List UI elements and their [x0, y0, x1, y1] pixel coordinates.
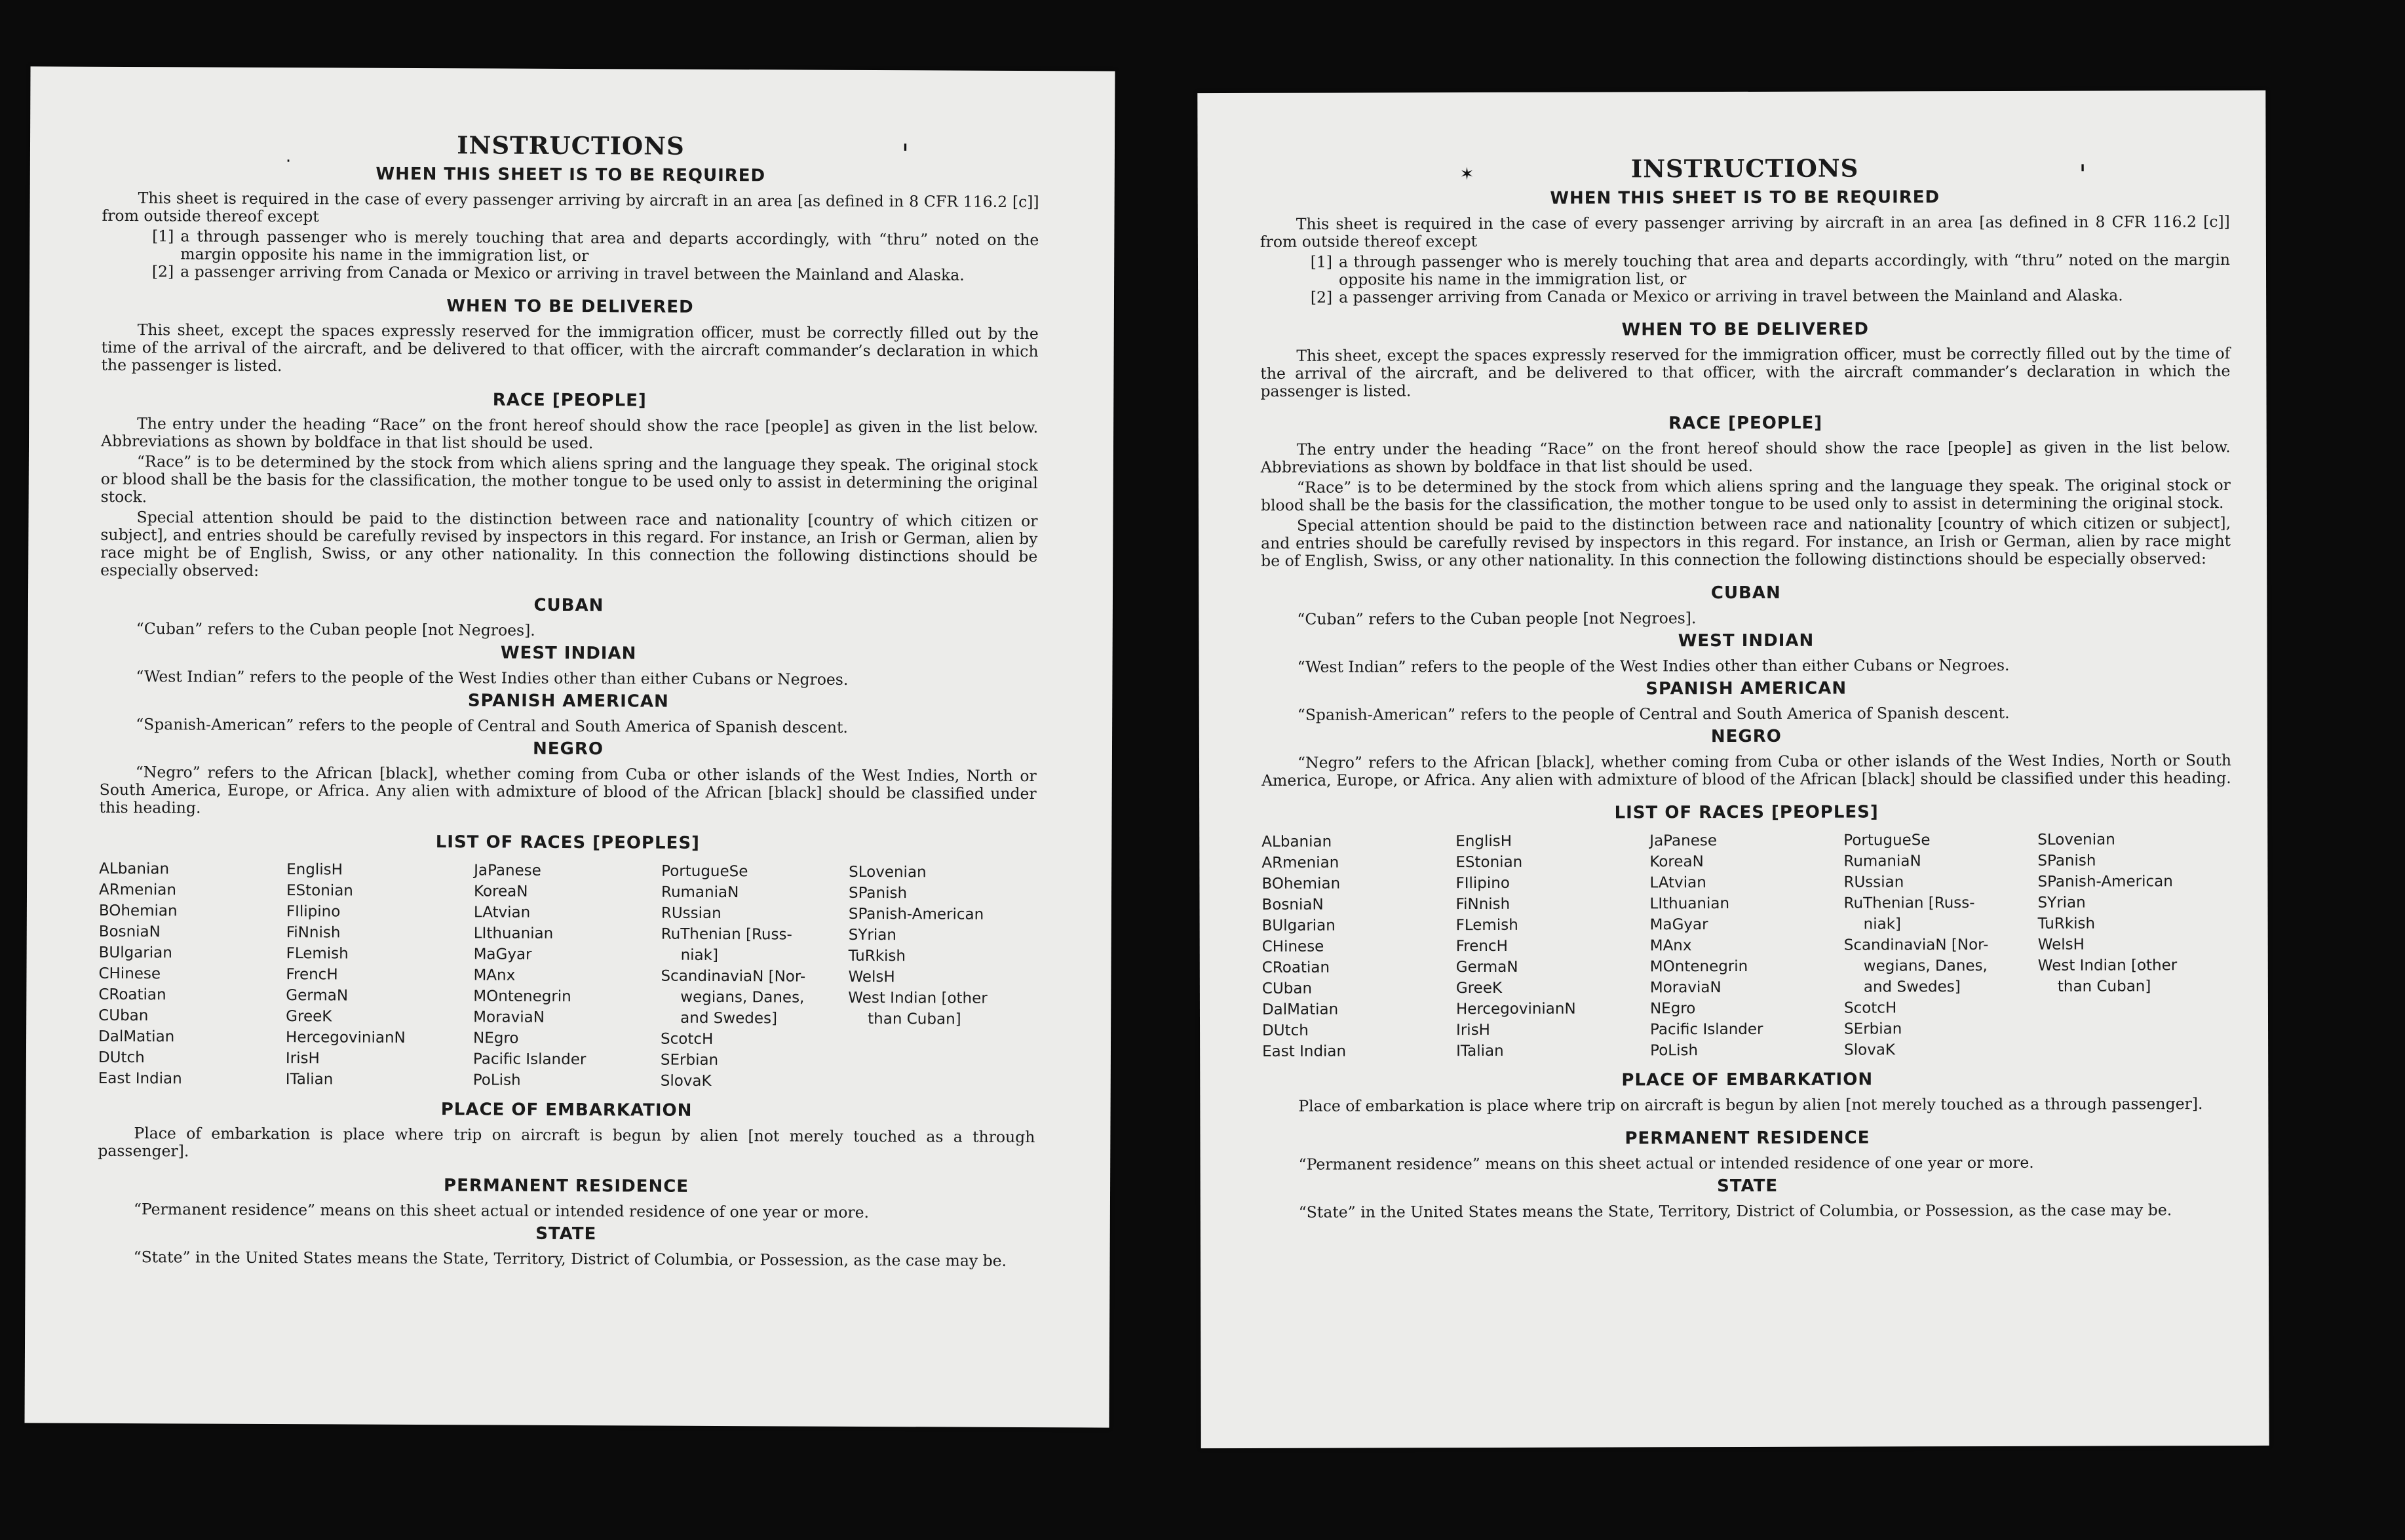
list-item: DalMatian: [1261, 1001, 1339, 1018]
list-item: MOntenegrin: [473, 988, 571, 1006]
negro-text: “Negro” refers to the African [black], whether coming from Cuba or other islands of the West Indies, North or South America, Europe, or Africa. Any alien with admixture of blood of the African [black] should be classified under this heading.: [99, 763, 1037, 817]
list-item: BUlgarian: [98, 944, 172, 962]
state-text: “State” in the United States means the State, Territory, District of Columbia, or Possession, as the case may be.: [1298, 1201, 2172, 1222]
heading-when-required: WHEN THIS SHEET IS TO BE REQUIRED: [1550, 187, 1940, 208]
list-item: [1290, 286, 2230, 307]
heading-place-of-embarkation: PLACE OF EMBARKATION: [440, 1100, 693, 1121]
list-item: PoLish: [472, 1071, 521, 1089]
list-item: WelsH: [848, 968, 895, 986]
page-title: INSTRUCTIONS: [457, 130, 685, 161]
list-item: MOntenegrin: [1649, 957, 1748, 976]
page-title: INSTRUCTIONS: [1630, 153, 1859, 183]
list-item: MaGyar: [1649, 916, 1708, 934]
list-number: [1]: [152, 227, 174, 246]
list-item: [1290, 251, 2230, 289]
list-item: FLemish: [286, 945, 349, 963]
list-item: MoraviaN: [1649, 979, 1722, 997]
list-item: RUssian: [661, 904, 722, 923]
list-item: niak]: [680, 946, 719, 964]
list-item: and Swedes]: [680, 1009, 778, 1028]
list-item: ALbanian: [99, 860, 170, 878]
list-item: ARmenian: [1261, 854, 1339, 872]
list-item: EStonian: [286, 882, 353, 900]
list-item: PortugueSe: [1843, 832, 1931, 849]
list-item: SLovenian: [2037, 831, 2115, 849]
list-item: niak]: [1863, 915, 1902, 933]
list-item: RUssian: [1843, 874, 1904, 891]
list-item: ScotcH: [661, 1030, 714, 1048]
list-number: [2]: [1310, 288, 1333, 307]
list-text: a passenger arriving from Canada or Mexico or arriving in travel between the Mainland and Alaska.: [180, 262, 965, 284]
list-item: GermaN: [286, 987, 349, 1005]
heading-place-of-embarkation: PLACE OF EMBARKATION: [1621, 1069, 1874, 1090]
list-item: SPanish: [2037, 852, 2096, 870]
list-item: CHinese: [98, 965, 161, 983]
races-column: [1261, 831, 1456, 1062]
delivered-text: This sheet, except the spaces expressly reserved for the immigration officer, must be correctly filled out by the time of the arrival of the aircraft, and be delivered to that officer, with the aircraft commander’s declaration in which the passenger is listed.: [101, 320, 1039, 375]
list-number: [2]: [151, 262, 174, 281]
instruction-sheet-left: [24, 66, 1115, 1427]
heading-list-of-races: LIST OF RACES [PEOPLES]: [435, 832, 701, 853]
list-item: East Indian: [1262, 1043, 1347, 1060]
list-item: wegians, Danes,: [680, 988, 805, 1007]
race-paragraph-2: “Race” is to be determined by the stock from which aliens spring and the language they speak. The original stock or blood shall be the basis for the classification, the mother tongue to be used only to assist in determining the original stock.: [100, 452, 1038, 507]
list-item: DalMatian: [98, 1028, 175, 1046]
heading-west-indian: WEST INDIAN: [500, 643, 637, 664]
west-indian-text: “West Indian” refers to the people of the West Indies other than either Cubans or Negroes.: [136, 667, 849, 689]
heading-cuban: CUBAN: [1710, 583, 1781, 604]
list-item: [131, 263, 1039, 284]
list-item: PoLish: [1650, 1042, 1699, 1060]
list-item: SLovenian: [849, 863, 927, 881]
list-item: ScandinaviaN [Nor-: [1843, 936, 1989, 954]
list-item: SlovaK: [1844, 1041, 1896, 1059]
list-item: ITalian: [285, 1071, 334, 1088]
heading-when-required: WHEN THIS SHEET IS TO BE REQUIRED: [375, 164, 766, 186]
list-item: RuThenian [Russ-: [661, 925, 792, 944]
list-item: Pacific Islander: [1650, 1020, 1763, 1039]
negro-text: “Negro” refers to the African [black], whether coming from Cuba or other islands of the West Indies, North or South America, Europe, or Africa. Any alien with admixture of blood of the African [black] should be classified under this heading.: [1261, 751, 2232, 790]
list-number: [1]: [1310, 252, 1333, 271]
list-item: West Indian [other: [2037, 957, 2178, 974]
list-item: [131, 227, 1039, 267]
list-item: CUban: [98, 1007, 149, 1025]
list-item: WelsH: [2037, 936, 2085, 953]
list-item: MaGyar: [473, 946, 532, 963]
list-item: NEgro: [473, 1030, 519, 1047]
list-item: wegians, Danes,: [1863, 957, 1988, 975]
list-item: FiNnish: [286, 924, 341, 942]
list-item: ITalian: [1456, 1042, 1504, 1060]
list-item: MoraviaN: [473, 1009, 545, 1026]
delivered-text: This sheet, except the spaces expressly reserved for the immigration officer, must be correctly filled out by the time of the arrival of the aircraft, and be delivered to that officer, with the aircraft commander’s declaration in which the passenger is listed.: [1260, 344, 2231, 400]
list-item: GreeK: [1455, 979, 1503, 997]
race-paragraph-1: The entry under the heading “Race” on the front hereof should show the race [people] as given in the list below. Abbreviations as shown by boldface in that list should be used.: [1260, 438, 2231, 476]
instruction-sheet-right: [1197, 90, 2269, 1448]
list-item: FiNnish: [1455, 895, 1510, 914]
list-item: SErbian: [660, 1051, 719, 1069]
ink-speck: ✶: [1459, 164, 1474, 185]
list-item: EnglisH: [1455, 832, 1512, 851]
list-text: a passenger arriving from Canada or Mexico or arriving in travel between the Mainland and Alaska.: [1339, 286, 2123, 307]
list-item: FrencH: [1455, 937, 1508, 955]
races-column: [98, 858, 287, 1090]
races-column: [2037, 829, 2232, 1060]
heading-race: RACE [PEOPLE]: [1668, 413, 1823, 434]
heading-permanent-residence: PERMANENT RESIDENCE: [443, 1176, 689, 1197]
races-column: [473, 860, 662, 1091]
races-column: [286, 859, 474, 1090]
state-text: “State” in the United States means the State, Territory, District of Columbia, or Possession, as the case may be.: [133, 1248, 1007, 1270]
list-item: HercegovinianN: [286, 1029, 406, 1047]
list-item: RumaniaN: [1843, 853, 1921, 870]
exceptions-list: [102, 227, 1039, 284]
list-item: TuRkish: [2037, 915, 2096, 933]
list-item: CHinese: [1261, 938, 1324, 955]
list-item: LIthuanian: [1649, 895, 1730, 913]
list-item: BUlgarian: [1261, 917, 1336, 934]
list-text: a through passenger who is merely touching that area and departs accordingly, with “thru” noted on the margin opposite his name in the immigration list, or: [180, 227, 1039, 265]
list-item: CUban: [1261, 980, 1313, 997]
list-item: SYrian: [848, 926, 896, 944]
list-item: SPanish: [848, 884, 908, 902]
list-item: BOhemian: [98, 902, 178, 920]
list-item: LIthuanian: [473, 925, 554, 942]
race-paragraph-1: The entry under the heading “Race” on the front hereof should show the race [people] as given in the list below. Abbreviations as shown by boldface in that list should be used.: [100, 414, 1039, 453]
residence-text: “Permanent residence” means on this sheet actual or intended residence of one year or more.: [1298, 1153, 2034, 1174]
list-item: DUtch: [1262, 1022, 1309, 1039]
list-item: FIlipino: [286, 903, 341, 921]
list-item: SYrian: [2037, 894, 2086, 912]
list-item: LAtvian: [473, 904, 531, 921]
heading-state: STATE: [1717, 1176, 1779, 1197]
cuban-text: “Cuban” refers to the Cuban people [not Negroes].: [1297, 609, 1697, 628]
ink-speck: ': [901, 139, 910, 170]
list-item: FLemish: [1455, 916, 1518, 934]
list-item: FrencH: [286, 966, 338, 984]
races-column: [1843, 830, 2038, 1061]
west-indian-text: “West Indian” refers to the people of the West Indies other than either Cubans or Negroes.: [1297, 655, 2010, 676]
heading-race: RACE [PEOPLE]: [492, 390, 647, 411]
list-item: MAnx: [1649, 937, 1692, 955]
races-column: [1649, 830, 1844, 1062]
required-text: This sheet is required in the case of every passenger arriving by aircraft in an area [as defined in 8 CFR 116.2 [c]] from outside thereof except: [102, 189, 1039, 226]
heading-when-delivered: WHEN TO BE DELIVERED: [446, 296, 694, 317]
list-item: MAnx: [473, 967, 516, 984]
heading-negro: NEGRO: [1710, 726, 1782, 747]
list-item: West Indian [other: [848, 989, 988, 1007]
list-item: CRoatian: [98, 986, 166, 1004]
heading-state: STATE: [535, 1223, 597, 1244]
races-list: [98, 858, 1037, 1093]
heading-negro: NEGRO: [532, 739, 604, 760]
list-item: CRoatian: [1261, 959, 1330, 976]
heading-cuban: CUBAN: [533, 595, 604, 616]
list-item: FIlipino: [1455, 874, 1510, 893]
races-column: [848, 862, 1037, 1093]
cuban-text: “Cuban” refers to the Cuban people [not Negroes].: [136, 619, 535, 640]
list-item: GreeK: [286, 1008, 332, 1026]
spanish-american-text: “Spanish-American” refers to the people of Central and South America of Spanish descent.: [1297, 703, 2010, 724]
heading-permanent-residence: PERMANENT RESIDENCE: [1625, 1128, 1870, 1149]
list-item: than Cuban]: [868, 1010, 961, 1028]
race-paragraph-3: Special attention should be paid to the distinction between race and nationality [country of which citizen or subject], and entries should be carefully revised by inspectors in this regard. For instance, an Irish or German, alien by race might be of English, Swiss, or any other nationality. In this connection the following distinctions should be especially observed:: [1261, 514, 2231, 570]
spanish-american-text: “Spanish-American” refers to the people of Central and South America of Spanish descent.: [136, 715, 848, 737]
races-column: [1455, 830, 1650, 1062]
list-item: BosniaN: [1261, 896, 1324, 914]
list-item: IrisH: [285, 1050, 320, 1068]
list-item: HercegovinianN: [1455, 1000, 1576, 1018]
heading-spanish-american: SPANISH AMERICAN: [467, 691, 669, 712]
list-item: BOhemian: [1261, 875, 1341, 893]
list-item: TuRkish: [848, 947, 906, 965]
heading-when-delivered: WHEN TO BE DELIVERED: [1621, 319, 1869, 340]
embarkation-text: Place of embarkation is place where trip on aircraft is begun by alien [not merely touched as a through passenger].: [98, 1124, 1035, 1161]
list-item: EStonian: [1455, 853, 1523, 872]
race-paragraph-2: “Race” is to be determined by the stock from which aliens spring and the language they speak. The original stock or blood shall be the basis for the classification, the mother tongue to be used only to assist in determining the original stock.: [1260, 476, 2231, 514]
list-item: Pacific Islander: [472, 1050, 587, 1069]
exceptions-list: [1260, 251, 2230, 307]
embarkation-text: Place of embarkation is place where trip on aircraft is begun by alien [not merely touched as a through passenger].: [1298, 1094, 2203, 1115]
list-item: GermaN: [1455, 958, 1518, 976]
list-item: DUtch: [98, 1049, 145, 1067]
list-item: SPanish-American: [2037, 873, 2173, 891]
list-item: East Indian: [98, 1069, 182, 1088]
list-item: BosniaN: [98, 923, 161, 941]
list-item: SPanish-American: [848, 905, 984, 923]
list-item: SlovaK: [660, 1072, 712, 1090]
heading-spanish-american: SPANISH AMERICAN: [1645, 678, 1847, 699]
list-text: a through passenger who is merely touching that area and departs accordingly, with “thru” noted on the margin opposite his name in the immigration list, or: [1338, 250, 2231, 289]
list-item: ScotcH: [1843, 999, 1897, 1017]
list-item: ALbanian: [1261, 833, 1332, 851]
list-item: PortugueSe: [661, 862, 748, 881]
list-item: JaPanese: [1649, 832, 1717, 850]
list-item: RumaniaN: [661, 883, 739, 902]
list-item: than Cuban]: [2057, 978, 2151, 995]
list-item: KoreaN: [473, 883, 528, 900]
residence-text: “Permanent residence” means on this sheet actual or intended residence of one year or more.: [133, 1200, 870, 1222]
list-item: ScandinaviaN [Nor-: [661, 967, 806, 986]
list-item: JaPanese: [474, 862, 541, 879]
list-item: NEgro: [1649, 1000, 1696, 1018]
required-text: This sheet is required in the case of every passenger arriving by aircraft in an area [as defined in 8 CFR 116.2 [c]] from outside thereof except: [1260, 212, 2230, 251]
list-item: KoreaN: [1649, 853, 1704, 871]
list-item: RuThenian [Russ-: [1843, 895, 1975, 912]
races-column: [661, 861, 849, 1092]
race-paragraph-3: Special attention should be paid to the distinction between race and nationality [country of which citizen or subject], and entries should be carefully revised by inspectors in this regard. For instance, an Irish or German, alien by race might be of English, Swiss, or any other nationality. In this connection the following distinctions should be especially observed:: [100, 508, 1038, 580]
heading-west-indian: WEST INDIAN: [1678, 630, 1815, 651]
list-item: IrisH: [1456, 1021, 1490, 1039]
list-item: LAtvian: [1649, 874, 1706, 892]
ink-speck: ·: [285, 151, 292, 172]
list-item: SErbian: [1844, 1020, 1902, 1038]
ink-speck: ': [2079, 159, 2087, 190]
list-item: EnglisH: [286, 861, 343, 879]
list-item: and Swedes]: [1863, 978, 1961, 996]
heading-list-of-races: LIST OF RACES [PEOPLES]: [1614, 802, 1879, 823]
races-list: [1261, 829, 2232, 1062]
list-item: ARmenian: [98, 881, 177, 899]
